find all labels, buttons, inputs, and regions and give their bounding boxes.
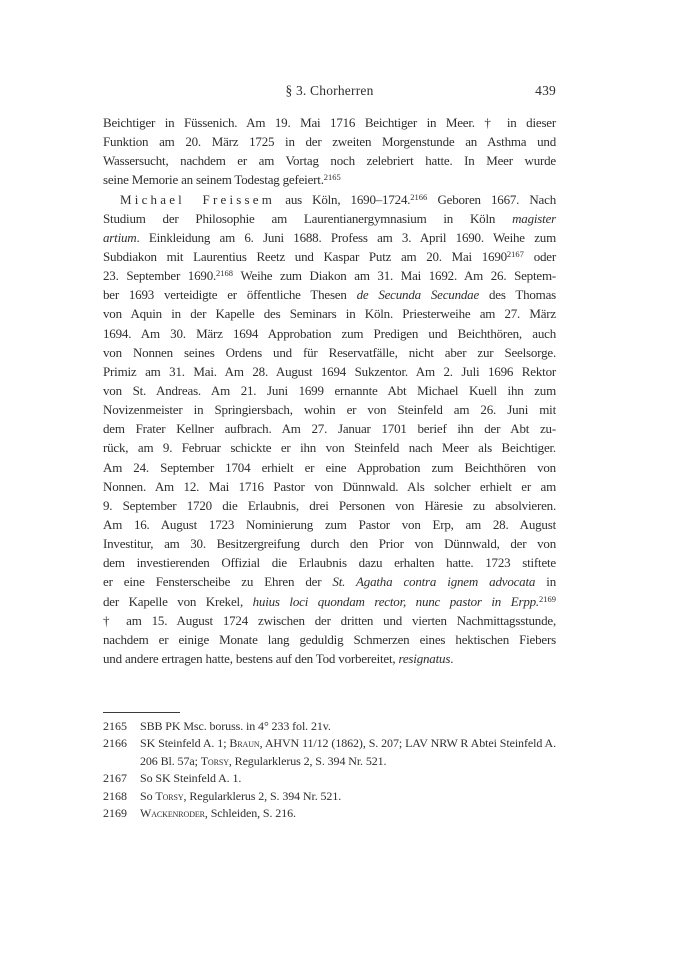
text-run: seine Memorie an seinem Todestag gefeiert. xyxy=(103,172,324,188)
text-line xyxy=(103,400,556,419)
text-line xyxy=(103,438,556,457)
paragraph xyxy=(103,190,556,669)
text-run: . xyxy=(450,650,454,666)
footnote-item xyxy=(103,805,556,822)
text-run: und andere ertragen hatte, bestens auf den Tod vorbereitet, xyxy=(103,650,399,666)
text-line xyxy=(103,419,556,438)
text-line xyxy=(103,458,556,477)
footnote-item xyxy=(103,718,556,735)
footnote-number: 2166 xyxy=(103,736,127,751)
text-line xyxy=(103,496,556,515)
text-line xyxy=(103,611,556,630)
text-run: aus Köln, 1690–1724. xyxy=(275,191,411,207)
footnote-item xyxy=(103,788,556,805)
text-run: , Regularklerus 2, S. 394 Nr. 521. xyxy=(228,753,387,768)
text-run: 9. September 1720 die Erlaubnis, drei Personen von Häresie zu absolvieren. xyxy=(103,497,556,513)
footnote-text xyxy=(140,718,556,735)
footnote-item xyxy=(103,770,556,787)
text-line xyxy=(103,247,556,266)
footnote-number: 2169 xyxy=(103,806,127,821)
text-line xyxy=(103,113,556,132)
text-run: in xyxy=(535,574,556,590)
italic-phrase: huius loci quondam rector, nunc pastor in Erpp. xyxy=(252,593,539,609)
footnote-number: 2167 xyxy=(103,771,127,786)
footnote-separator xyxy=(103,712,180,713)
text-line xyxy=(103,649,556,668)
footnotes xyxy=(103,718,556,822)
text-run: er eine Fensterscheibe zu Ehren der xyxy=(103,574,333,590)
footnote-reference: 2169 xyxy=(538,593,556,604)
text-line xyxy=(103,381,556,400)
text-run: 1694. Am 30. März 1694 Approbation zum Predigen und Beichthören, auch xyxy=(103,325,556,341)
smallcaps-author-name: Wackenroder xyxy=(140,806,205,821)
text-run: Nonnen. Am 12. Mai 1716 Pastor von Dünnwald. Als solcher erhielt er am xyxy=(103,478,556,494)
italic-phrase: artium xyxy=(103,229,137,245)
text-run: nachdem er einige Monate lang geduldig Schmerzen eines hektischen Fiebers xyxy=(103,631,556,647)
footnote-number: 2168 xyxy=(103,788,127,803)
text-run: SBB PK Msc. boruss. in 4° 233 fol. 21v. xyxy=(140,719,331,733)
section-heading: § 3. Chorherren xyxy=(285,83,374,98)
footnote-reference: 2165 xyxy=(323,172,341,183)
text-line xyxy=(103,343,556,362)
smallcaps-author-name: Torsy xyxy=(155,788,184,803)
text-line xyxy=(103,151,556,170)
text-run: † am 15. August 1724 zwischen der dritten und vierten Nachmittagsstunde, xyxy=(103,612,556,628)
text-run: Am 24. September 1704 erhielt er eine Approbation zum Beichthören von xyxy=(103,459,556,475)
text-line xyxy=(103,592,556,611)
text-line xyxy=(103,324,556,343)
text-run: . Einkleidung am 6. Juni 1688. Profess am 3. April 1690. Weihe zum xyxy=(136,229,556,245)
footnote-text xyxy=(140,788,556,805)
text-run: Studium der Philosophie am Laurentianergymnasium in Köln xyxy=(103,210,513,226)
main-text xyxy=(103,113,556,668)
text-line xyxy=(103,534,556,553)
text-line xyxy=(103,477,556,496)
italic-phrase: de Secunda Secundae xyxy=(356,287,480,303)
text-run: dem Frater Kellner aufbrach. Am 27. Januar 1701 berief ihn der Abt zu- xyxy=(103,421,556,437)
text-run: ber 1693 verteidigte er öffentliche Thesen xyxy=(103,287,357,303)
text-line xyxy=(103,266,556,285)
text-run: So xyxy=(140,788,156,803)
text-run: , Regularklerus 2, S. 394 Nr. 521. xyxy=(183,788,342,803)
text-line xyxy=(103,228,556,247)
text-line xyxy=(103,285,556,304)
page-number: 439 xyxy=(535,83,556,98)
text-run: Wassersucht, nachdem er am Vortag noch zelebriert hatte. In Meer wurde xyxy=(103,153,556,169)
smallcaps-author-name: Braun xyxy=(229,736,260,751)
text-line xyxy=(103,190,556,209)
smallcaps-author-name: Torsy xyxy=(200,753,229,768)
text-run: Weihe zum Diakon am 31. Mai 1692. Am 26. Septem- xyxy=(233,268,556,284)
text-run: von Aquin in der Kapelle des Seminars in Köln. Priesterweihe am 27. März xyxy=(103,306,556,322)
text-line xyxy=(103,630,556,649)
italic-phrase: resignatus xyxy=(398,650,451,666)
footnote-text xyxy=(140,735,556,770)
text-run: 23. September 1690. xyxy=(103,268,217,284)
footnote-text xyxy=(140,805,556,822)
text-run: von St. Andreas. Am 21. Juni 1699 ernannte Abt Michael Kuell ihn zum xyxy=(103,382,556,398)
text-line xyxy=(103,572,556,591)
text-run: Am 16. August 1723 Nominierung zum Pastor von Erp, am 28. August xyxy=(103,516,556,532)
footnote-reference: 2168 xyxy=(216,268,234,279)
paragraph xyxy=(103,113,556,190)
text-run: dem investierenden Offizial die Erlaubnis dazu erhalten hatte. 1723 stiftete xyxy=(103,555,556,571)
text-line xyxy=(103,515,556,534)
text-run: Beichtiger in Füssenich. Am 19. Mai 1716 Beichtiger in Meer. † in dieser xyxy=(103,115,556,130)
text-run: des Thomas xyxy=(479,287,557,303)
spaced-person-name: Michael Freissem xyxy=(120,191,276,207)
text-run: Geboren 1667. Nach xyxy=(427,191,556,207)
text-run: von Nonnen seines Ordens und für Reservatfälle, nicht aber zur Seelsorge. xyxy=(103,344,556,360)
footnote-number: 2165 xyxy=(103,719,127,733)
text-run: oder xyxy=(523,248,556,264)
text-line xyxy=(103,304,556,323)
italic-phrase: St. Agatha contra ignem advocata xyxy=(332,574,536,590)
text-run: So SK Steinfeld A. 1. xyxy=(140,771,242,786)
italic-phrase: magister xyxy=(512,210,556,226)
footnote-reference: 2167 xyxy=(506,248,524,259)
text-line xyxy=(103,553,556,572)
text-run: , AHVN 11/12 (1862), S. 207; LAV NRW R Abtei Steinfeld A. 206 Bl. 57a; xyxy=(140,736,556,768)
text-run: Subdiakon mit Laurentius Reetz und Kaspar Putz am 20. Mai 1690 xyxy=(103,248,507,264)
text-run: Funktion am 20. März 1725 in der zweiten Morgenstunde an Asthma und xyxy=(103,134,556,150)
footnote-text xyxy=(140,770,556,787)
text-run: , Schleiden, S. 216. xyxy=(204,806,296,821)
text-line xyxy=(103,132,556,151)
text-run: SK Steinfeld A. 1; xyxy=(140,736,230,751)
footnote-reference: 2166 xyxy=(410,191,428,202)
text-run: der Kapelle von Krekel, xyxy=(103,593,253,609)
footnote-item xyxy=(103,735,556,770)
text-run: Investitur, am 30. Besitzergreifung durch den Prior von Dünnwald, der von xyxy=(103,536,556,552)
text-run: rück, am 9. Februar schickte er ihn von Steinfeld nach Meer als Beichtiger. xyxy=(103,440,556,456)
text-line xyxy=(103,209,556,228)
text-run: Primiz am 31. Mai. Am 28. August 1694 Sukzentor. Am 2. Juli 1696 Rektor xyxy=(103,363,556,379)
page-header xyxy=(103,83,556,101)
text-line xyxy=(103,170,556,189)
text-run: Novizenmeister in Springiersbach, wohin er von Steinfeld am 26. Juni mit xyxy=(103,402,556,418)
text-line xyxy=(103,362,556,381)
